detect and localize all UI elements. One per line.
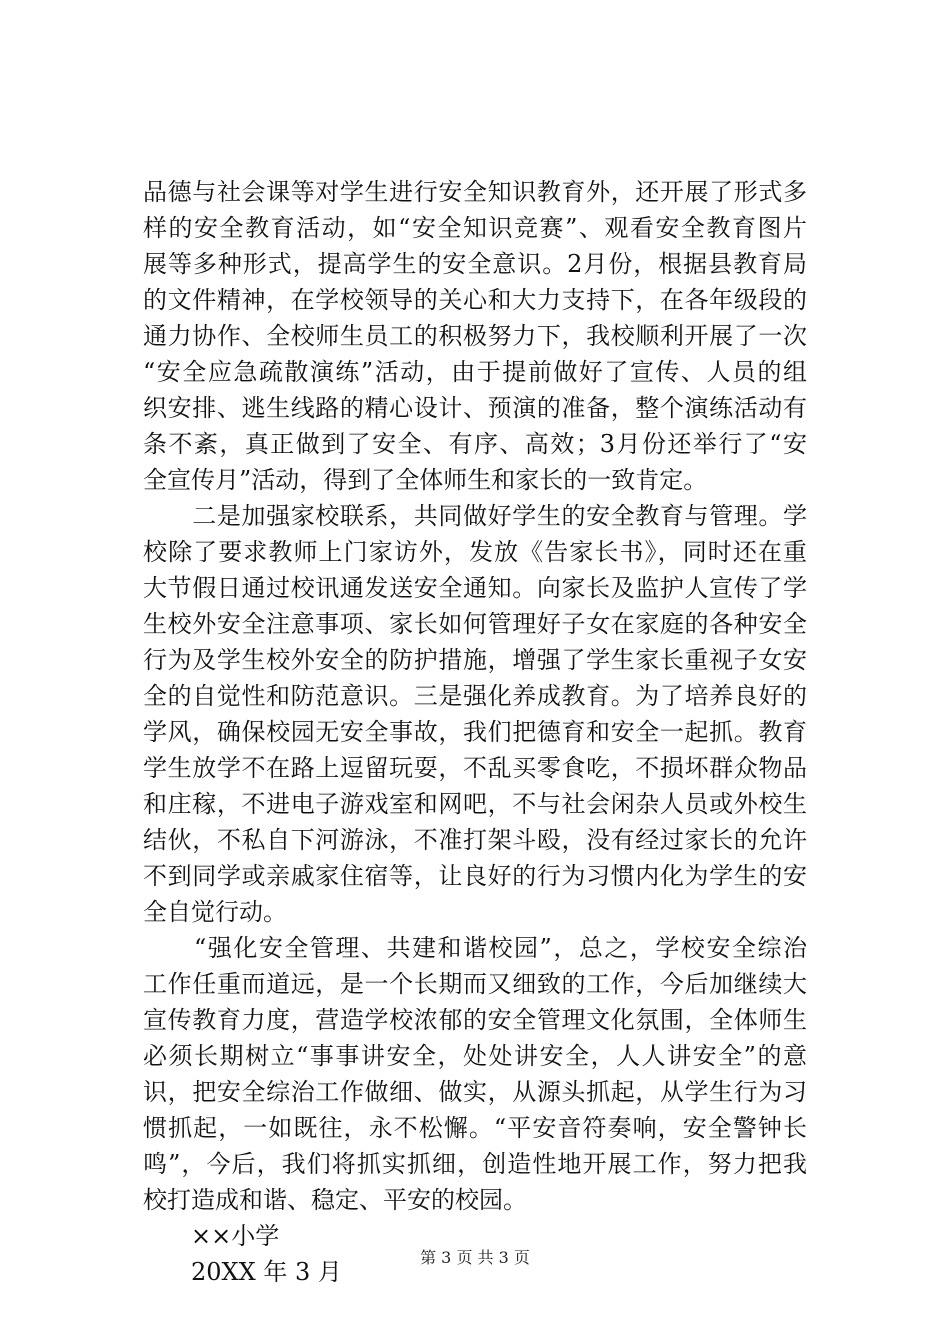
text-line: 学生放学不在路上逗留玩耍，不乱买零食吃，不损坏群众物品 <box>143 754 807 782</box>
text-line: 大节假日通过校讯通发送安全通知。向家长及监护人宣传了学 <box>143 574 807 602</box>
text-line: 通力协作、全校师生员工的积极努力下，我校顺利开展了一次 <box>143 322 807 350</box>
text-line: 条不紊，真正做到了安全、有序、高效；3月份还举行了“安 <box>143 430 807 458</box>
text-line: 生校外安全注意事项、家长如何管理好子女在家庭的各种安全 <box>143 610 807 638</box>
text-line: 校打造成和谐、稳定、平安的校园。 <box>143 1186 527 1214</box>
document-body <box>143 174 807 1290</box>
page-footer: 第 3 页 共 3 页 <box>420 1248 530 1267</box>
text-line: 织安排、逃生线路的精心设计、预演的准备，整个演练活动有 <box>143 394 807 422</box>
text-line: 校除了要求教师上门家访外，发放《告家长书》，同时还在重 <box>143 538 807 566</box>
text-line: 必须长期树立“事事讲安全，处处讲安全，人人讲安全”的意 <box>143 1042 807 1070</box>
text-line: 样的安全教育活动，如“安全知识竞赛”、观看安全教育图片 <box>143 214 807 242</box>
text-line: 的文件精神，在学校领导的关心和大力支持下，在各年级段的 <box>143 286 807 314</box>
text-line: “安全应急疏散演练”活动，由于提前做好了宣传、人员的组 <box>143 358 807 386</box>
text-line: 工作任重而道远，是一个长期而又细致的工作，今后加继续大 <box>143 970 807 998</box>
text-line: 鸣”，今后，我们将抓实抓细，创造性地开展工作，努力把我 <box>143 1150 807 1178</box>
text-line: 全自觉行动。 <box>143 898 287 926</box>
text-line: 宣传教育力度，营造学校浓郁的安全管理文化氛围，全体师生 <box>143 1006 807 1034</box>
document-date: 20XX 年 3 月 <box>191 1258 342 1286</box>
text-line: 全宣传月”活动，得到了全体师生和家长的一致肯定。 <box>143 466 708 494</box>
text-line: 全的自觉性和防范意识。三是强化养成教育。为了培养良好的 <box>143 682 807 710</box>
signature: ××小学 <box>191 1222 280 1250</box>
text-line: 学风，确保校园无安全事故，我们把德育和安全一起抓。教育 <box>143 718 807 746</box>
text-line: 惯抓起，一如既往，永不松懈。“平安音符奏响，安全警钟长 <box>143 1114 807 1142</box>
text-line: 不到同学或亲戚家住宿等，让良好的行为习惯内化为学生的安 <box>143 862 807 890</box>
text-line: “强化安全管理、共建和谐校园”，总之，学校安全综治 <box>143 934 807 962</box>
text-line: 展等多种形式，提高学生的安全意识。2月份，根据县教育局 <box>143 250 807 278</box>
text-line: 识，把安全综治工作做细、做实，从源头抓起，从学生行为习 <box>143 1078 807 1106</box>
text-line: 二是加强家校联系，共同做好学生的安全教育与管理。学 <box>143 502 807 530</box>
text-line: 和庄稼，不进电子游戏室和网吧，不与社会闲杂人员或外校生 <box>143 790 807 818</box>
text-line: 行为及学生校外安全的防护措施，增强了学生家长重视子女安 <box>143 646 807 674</box>
text-line: 品德与社会课等对学生进行安全知识教育外，还开展了形式多 <box>143 178 807 206</box>
text-line: 结伙，不私自下河游泳，不准打架斗殴，没有经过家长的允许 <box>143 826 807 854</box>
